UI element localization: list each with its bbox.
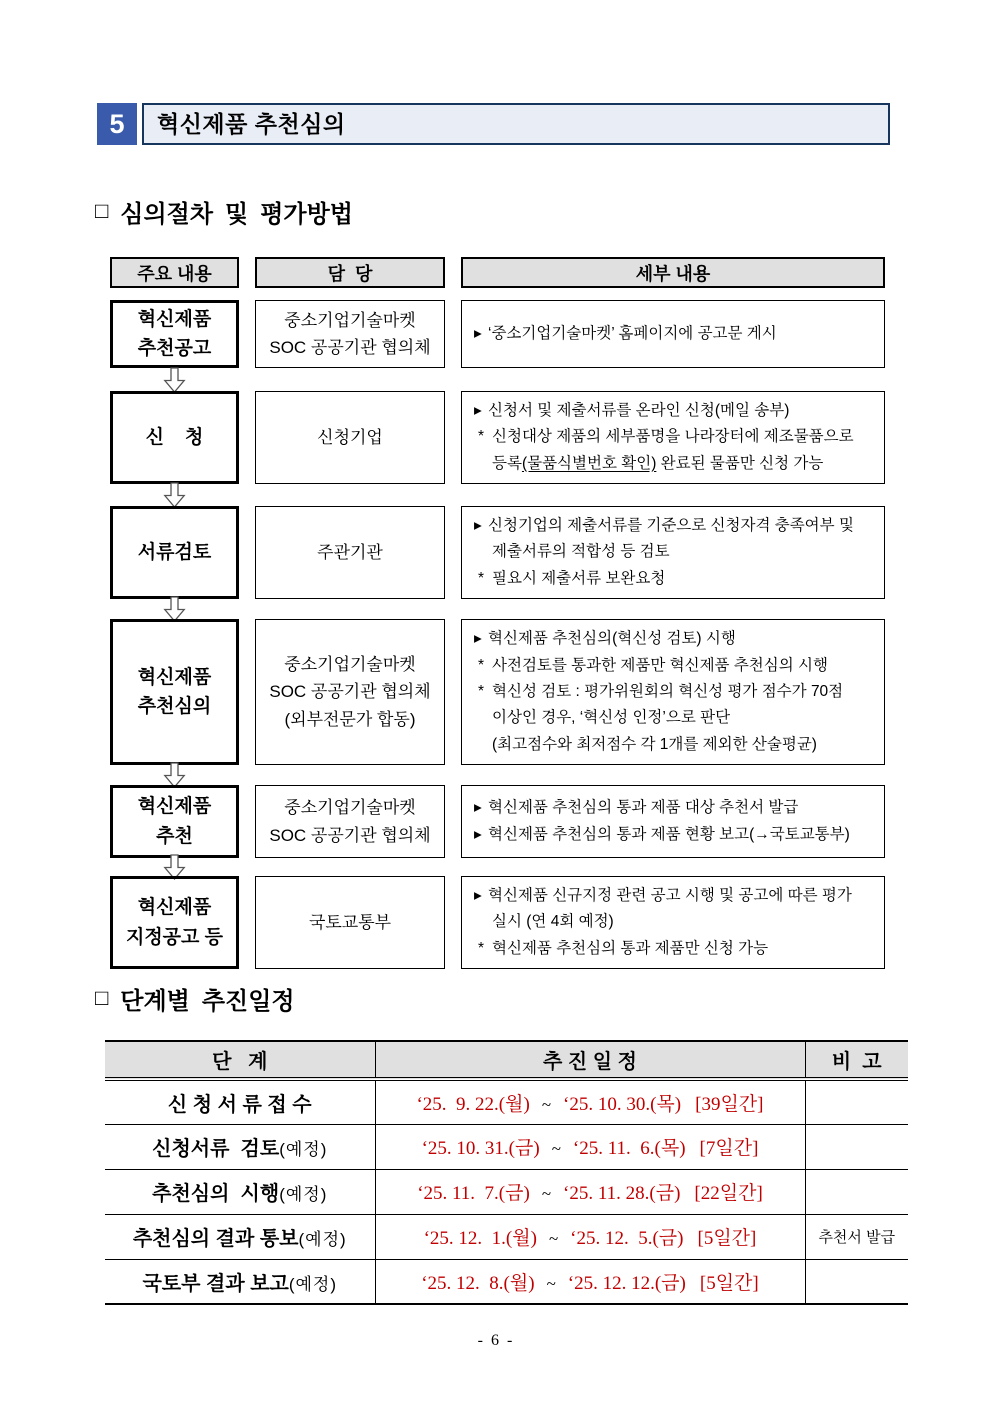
column-header-detail: 세부 내용: [461, 257, 885, 288]
detail-line: * 혁신성 검토 : 평가위원회의 혁신성 평가 점수가 70점: [470, 679, 876, 705]
owner-box: 중소기업기술마켓 SOC 공공기관 협의체: [255, 300, 445, 368]
document-title-bar: 혁신제품 추천심의: [142, 103, 890, 145]
detail-line: ▸ 신청기업의 제출서류를 기준으로 신청자격 충족여부 및: [470, 513, 876, 539]
schedule-table: [105, 1040, 908, 1305]
owner-box: 신청기업: [255, 391, 445, 484]
section-heading-procedure: [95, 194, 353, 229]
detail-line: ▸ 신청서 및 제출서류를 온라인 신청(메일 송부): [470, 398, 876, 424]
detail-box: [461, 391, 885, 484]
schedule-date-cell: ‘25. 9. 22.(월) ~ ‘25. 10. 30.(목) [39일간]: [375, 1079, 805, 1124]
flow-arrow-row: [110, 599, 895, 619]
schedule-note-cell: 추천서 발급: [805, 1214, 908, 1259]
schedule-header-row: [105, 1041, 908, 1079]
schedule-note-cell: [805, 1124, 908, 1169]
asterisk-marker: *: [478, 682, 485, 700]
schedule-row: [105, 1214, 908, 1259]
detail-line: 실시 (연 4회 예정): [492, 913, 614, 931]
process-row: [110, 506, 895, 599]
section-number-badge: 5: [97, 103, 137, 145]
stage-box: 혁신제품 추천심의: [110, 619, 239, 765]
column-header-stage: 주요 내용: [110, 257, 239, 288]
asterisk-marker: *: [478, 569, 485, 587]
triangle-bullet-icon: ▸: [474, 825, 482, 843]
process-header-row: [110, 257, 895, 288]
detail-line: * 혁신제품 추천심의 통과 제품만 신청 가능: [470, 936, 876, 962]
schedule-row: [105, 1169, 908, 1214]
stage-box: 서류검토: [110, 506, 239, 599]
detail-line: * 필요시 제출서류 보완요청: [470, 566, 876, 592]
schedule-row: [105, 1079, 908, 1124]
schedule-note-cell: [805, 1169, 908, 1214]
schedule-date-cell: ‘25. 12. 1.(월) ~ ‘25. 12. 5.(금) [5일간]: [375, 1214, 805, 1259]
schedule-row: [105, 1259, 908, 1304]
schedule-stage-cell: 국토부 결과 보고(예정): [105, 1259, 375, 1304]
flow-down-arrow-icon: [163, 367, 186, 393]
flow-arrow-row: [110, 368, 895, 391]
detail-line: ▸ 혁신제품 추천심의 통과 제품 현황 보고(→국토교통부): [470, 822, 876, 848]
detail-box: [461, 300, 885, 368]
detail-line: (최고점수와 최저점수 각 1개를 제외한 산술평균): [492, 735, 817, 753]
triangle-bullet-icon: ▸: [474, 517, 482, 535]
detail-line: ▸ 혁신제품 신규지정 관련 공고 시행 및 공고에 따른 평가: [470, 883, 876, 909]
section-heading-schedule: [95, 981, 295, 1016]
owner-box: 중소기업기술마켓 SOC 공공기관 협의체: [255, 785, 445, 858]
flow-arrow-row: [110, 858, 895, 876]
page-number: - 6 -: [477, 1332, 515, 1349]
triangle-bullet-icon: ▸: [474, 324, 482, 342]
triangle-bullet-icon: ▸: [474, 887, 482, 905]
detail-box: [461, 785, 885, 858]
schedule-stage-cell: 신청서류 검토(예정): [105, 1124, 375, 1169]
schedule-row: [105, 1124, 908, 1169]
detail-line: 제출서류의 적합성 등 검토: [492, 543, 670, 561]
process-row: [110, 619, 895, 765]
column-header-owner: 담 당: [255, 257, 445, 288]
square-bullet-icon: □: [95, 984, 109, 1010]
detail-line: ▸ 혁신제품 추천심의(혁신성 검토) 시행: [470, 626, 876, 652]
column-header-step: 단 계: [105, 1041, 375, 1079]
process-row: [110, 876, 895, 969]
section-heading-label: 심의절차 및 평가방법: [120, 202, 353, 228]
stage-box: 혁신제품 추천공고: [110, 300, 239, 368]
owner-box: 중소기업기술마켓 SOC 공공기관 협의체 (외부전문가 합동): [255, 619, 445, 765]
detail-line: ▸ ‘중소기업기술마켓’ 홈페이지에 공고문 게시: [470, 321, 876, 347]
column-header-timeline: 추 진 일 정: [375, 1041, 805, 1079]
flow-arrow-row: [110, 484, 895, 506]
asterisk-marker: *: [478, 656, 485, 674]
process-body: [110, 288, 895, 969]
column-header-note: 비 고: [805, 1041, 908, 1079]
detail-box: [461, 506, 885, 599]
flow-arrow-row: [110, 765, 895, 785]
detail-line: * 사전검토를 통과한 제품만 혁신제품 추천심의 시행: [470, 653, 876, 679]
detail-line: ▸ 혁신제품 추천심의 통과 제품 대상 추천서 발급: [470, 795, 876, 821]
asterisk-marker: *: [478, 939, 485, 957]
process-row: [110, 785, 895, 858]
schedule-date-cell: ‘25. 11. 7.(금) ~ ‘25. 11. 28.(금) [22일간]: [375, 1169, 805, 1214]
process-flow-table: [110, 257, 895, 969]
flow-down-arrow-icon: [163, 482, 186, 508]
square-bullet-icon: □: [95, 197, 109, 223]
schedule-date-cell: ‘25. 12. 8.(월) ~ ‘25. 12. 12.(금) [5일간]: [375, 1259, 805, 1304]
schedule-note-cell: [805, 1079, 908, 1124]
stage-box: 혁신제품 지정공고 등: [110, 876, 239, 969]
triangle-bullet-icon: ▸: [474, 799, 482, 817]
owner-box: 주관기관: [255, 506, 445, 599]
triangle-bullet-icon: ▸: [474, 402, 482, 419]
detail-line: 등록(물품식별번호 확인) 완료된 물품만 신청 가능: [492, 454, 824, 472]
asterisk-marker: *: [478, 428, 485, 446]
schedule-stage-cell: 추천심의 결과 통보(예정): [105, 1214, 375, 1259]
stage-box: 신 청: [110, 391, 239, 484]
stage-box: 혁신제품 추천: [110, 785, 239, 858]
schedule-stage-cell: 추천심의 시행(예정): [105, 1169, 375, 1214]
detail-line: 이상인 경우, ‘혁신성 인정’으로 판단: [492, 709, 731, 727]
schedule-date-cell: ‘25. 10. 31.(금) ~ ‘25. 11. 6.(목) [7일간]: [375, 1124, 805, 1169]
detail-line: * 신청대상 제품의 세부품명을 나라장터에 제조물품으로: [470, 424, 876, 450]
owner-box: 국토교통부: [255, 876, 445, 969]
process-row: [110, 391, 895, 484]
triangle-bullet-icon: ▸: [474, 630, 482, 648]
schedule-stage-cell: 신 청 서 류 접 수: [105, 1079, 375, 1124]
document-header: [97, 103, 890, 145]
section-heading-label: 단계별 추진일정: [120, 989, 295, 1015]
detail-box: [461, 619, 885, 765]
process-row: [110, 300, 895, 368]
schedule-note-cell: [805, 1259, 908, 1304]
detail-box: [461, 876, 885, 969]
